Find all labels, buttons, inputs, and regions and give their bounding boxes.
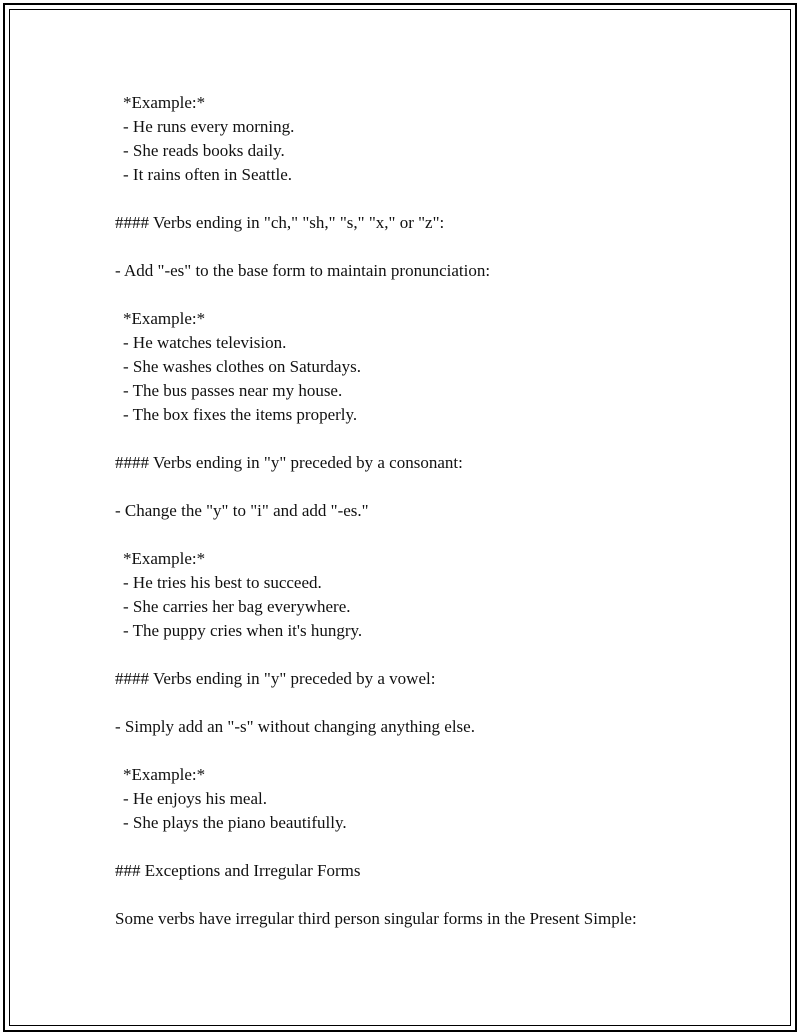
example-item: - She carries her bag everywhere. [123,597,351,616]
rule-text: - Simply add an "-s" without changing anything else. [115,717,475,736]
example-item: - She washes clothes on Saturdays. [123,357,361,376]
example-item: - The box fixes the items properly. [123,405,358,424]
document-page [3,3,797,1032]
example-label: *Example:* [123,549,206,568]
example-item: - It rains often in Seattle. [123,165,293,184]
example-label: *Example:* [123,765,206,784]
example-item: - The puppy cries when it's hungry. [123,621,363,640]
example-item: - He watches television. [123,333,287,352]
example-item: - He enjoys his meal. [123,789,267,808]
example-item: - He runs every morning. [123,117,295,136]
exceptions-intro: Some verbs have irregular third person singular forms in the Present Simple: [115,909,637,928]
section-heading: #### Verbs ending in "y" preceded by a vowel: [115,669,436,688]
section-heading: #### Verbs ending in "y" preceded by a consonant: [115,453,463,472]
rule-text: - Change the "y" to "i" and add "-es." [115,501,369,520]
example-item: - She plays the piano beautifully. [123,813,347,832]
section-heading: #### Verbs ending in "ch," "sh," "s," "x," or "z": [115,213,445,232]
exceptions-heading: ### Exceptions and Irregular Forms [115,861,361,880]
example-item: - She reads books daily. [123,141,285,160]
document-body [115,91,755,931]
example-item: - He tries his best to succeed. [123,573,322,592]
rule-text: - Add "-es" to the base form to maintain pronunciation: [115,261,491,280]
example-label: *Example:* [123,309,206,328]
example-label: *Example:* [123,93,206,112]
example-item: - The bus passes near my house. [123,381,343,400]
